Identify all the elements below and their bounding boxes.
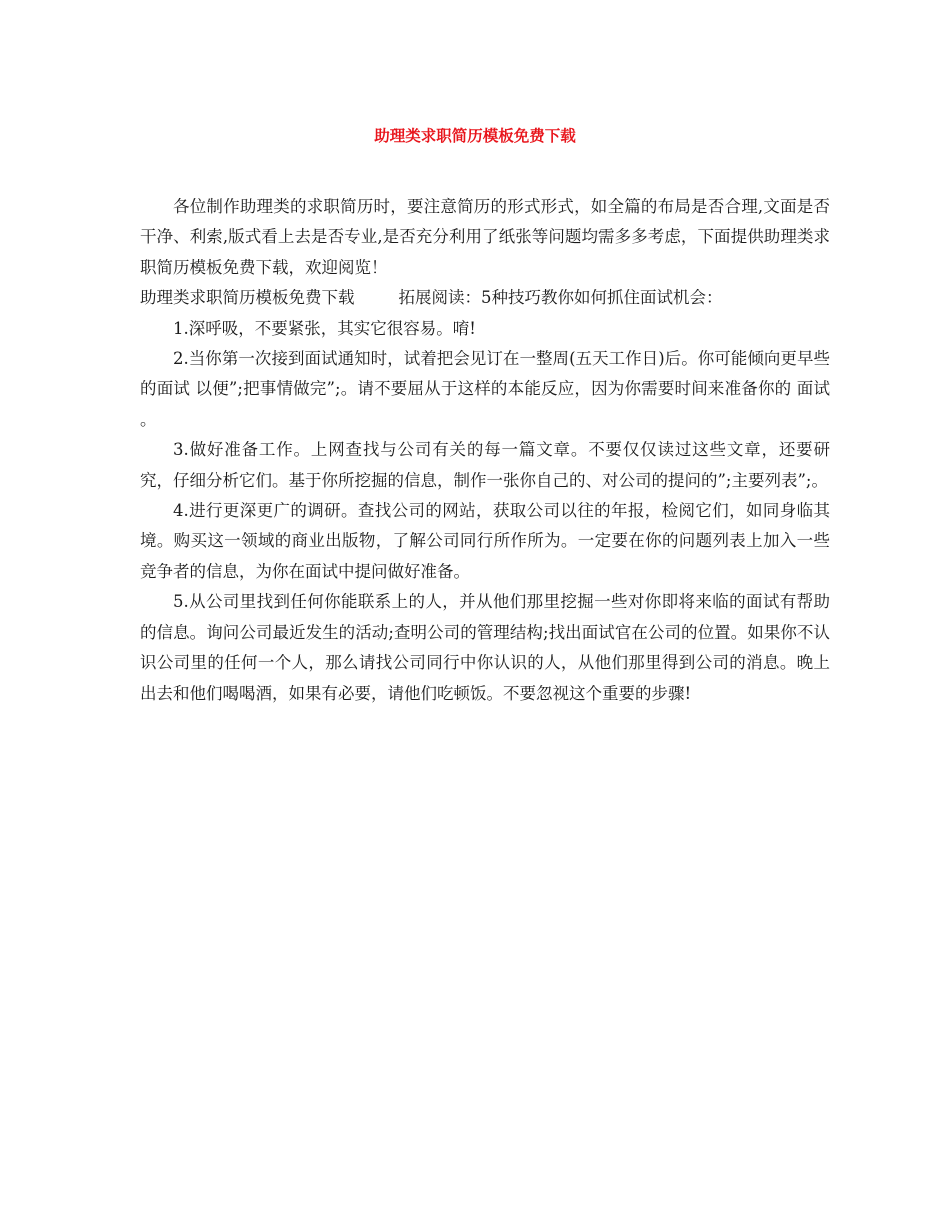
- document-title: 助理类求职简历模板免费下载: [374, 127, 576, 145]
- subheading: 助理类求职简历模板免费下载: [140, 288, 355, 308]
- document-body: [140, 192, 830, 709]
- tip-2: 2.当你第一次接到面试通知时，试着把会见订在一整周(五天工作日)后。你可能倾向更早些的面试 以便”;把事情做完”;。请不要屈从于这样的本能反应，因为你需要时间来准备你的 面试 。: [140, 349, 830, 429]
- intro-paragraph: 各位制作助理类的求职简历时，要注意简历的形式形式，如全篇的布局是否合理,文面是否干净、利索,版式看上去是否专业,是否充分利用了纸张等问题均需多多考虑，下面提供助理类求职简历模板免费下载，欢迎阅览！: [140, 197, 830, 277]
- tip-1: 1.深呼吸，不要紧张，其实它很容易。唷!: [173, 318, 476, 338]
- tip-4: 4.进行更深更广的调研。查找公司的网站，获取公司以往的年报，检阅它们，如同身临其境。购买这一领域的商业出版物，了解公司同行所作所为。一定要在你的问题列表上加入一些竞争者的信息，为你在面试中提问做好准备。: [140, 501, 830, 581]
- extended-reading: 拓展阅读：5种技巧教你如何抓住面试机会：: [398, 288, 723, 308]
- tip-5: 5.从公司里找到任何你能联系上的人，并从他们那里挖掘一些对你即将来临的面试有帮助的信息。询问公司最近发生的活动;查明公司的管理结构;找出面试官在公司的位置。如果你不认识公司里的任何一个人，那么请找公司同行中你认识的人，从他们那里得到公司的消息。晚上出去和他们喝喝酒，如果有必要，请他们吃顿饭。不要忽视这个重要的步骤!: [140, 592, 830, 703]
- tip-3: 3.做好准备工作。上网查找与公司有关的每一篇文章。不要仅仅读过这些文章，还要研究，仔细分析它们。基于你所挖掘的信息，制作一张你自己的、对公司的提问的”;主要列表”;。: [140, 440, 830, 490]
- subheading-line: [140, 283, 830, 313]
